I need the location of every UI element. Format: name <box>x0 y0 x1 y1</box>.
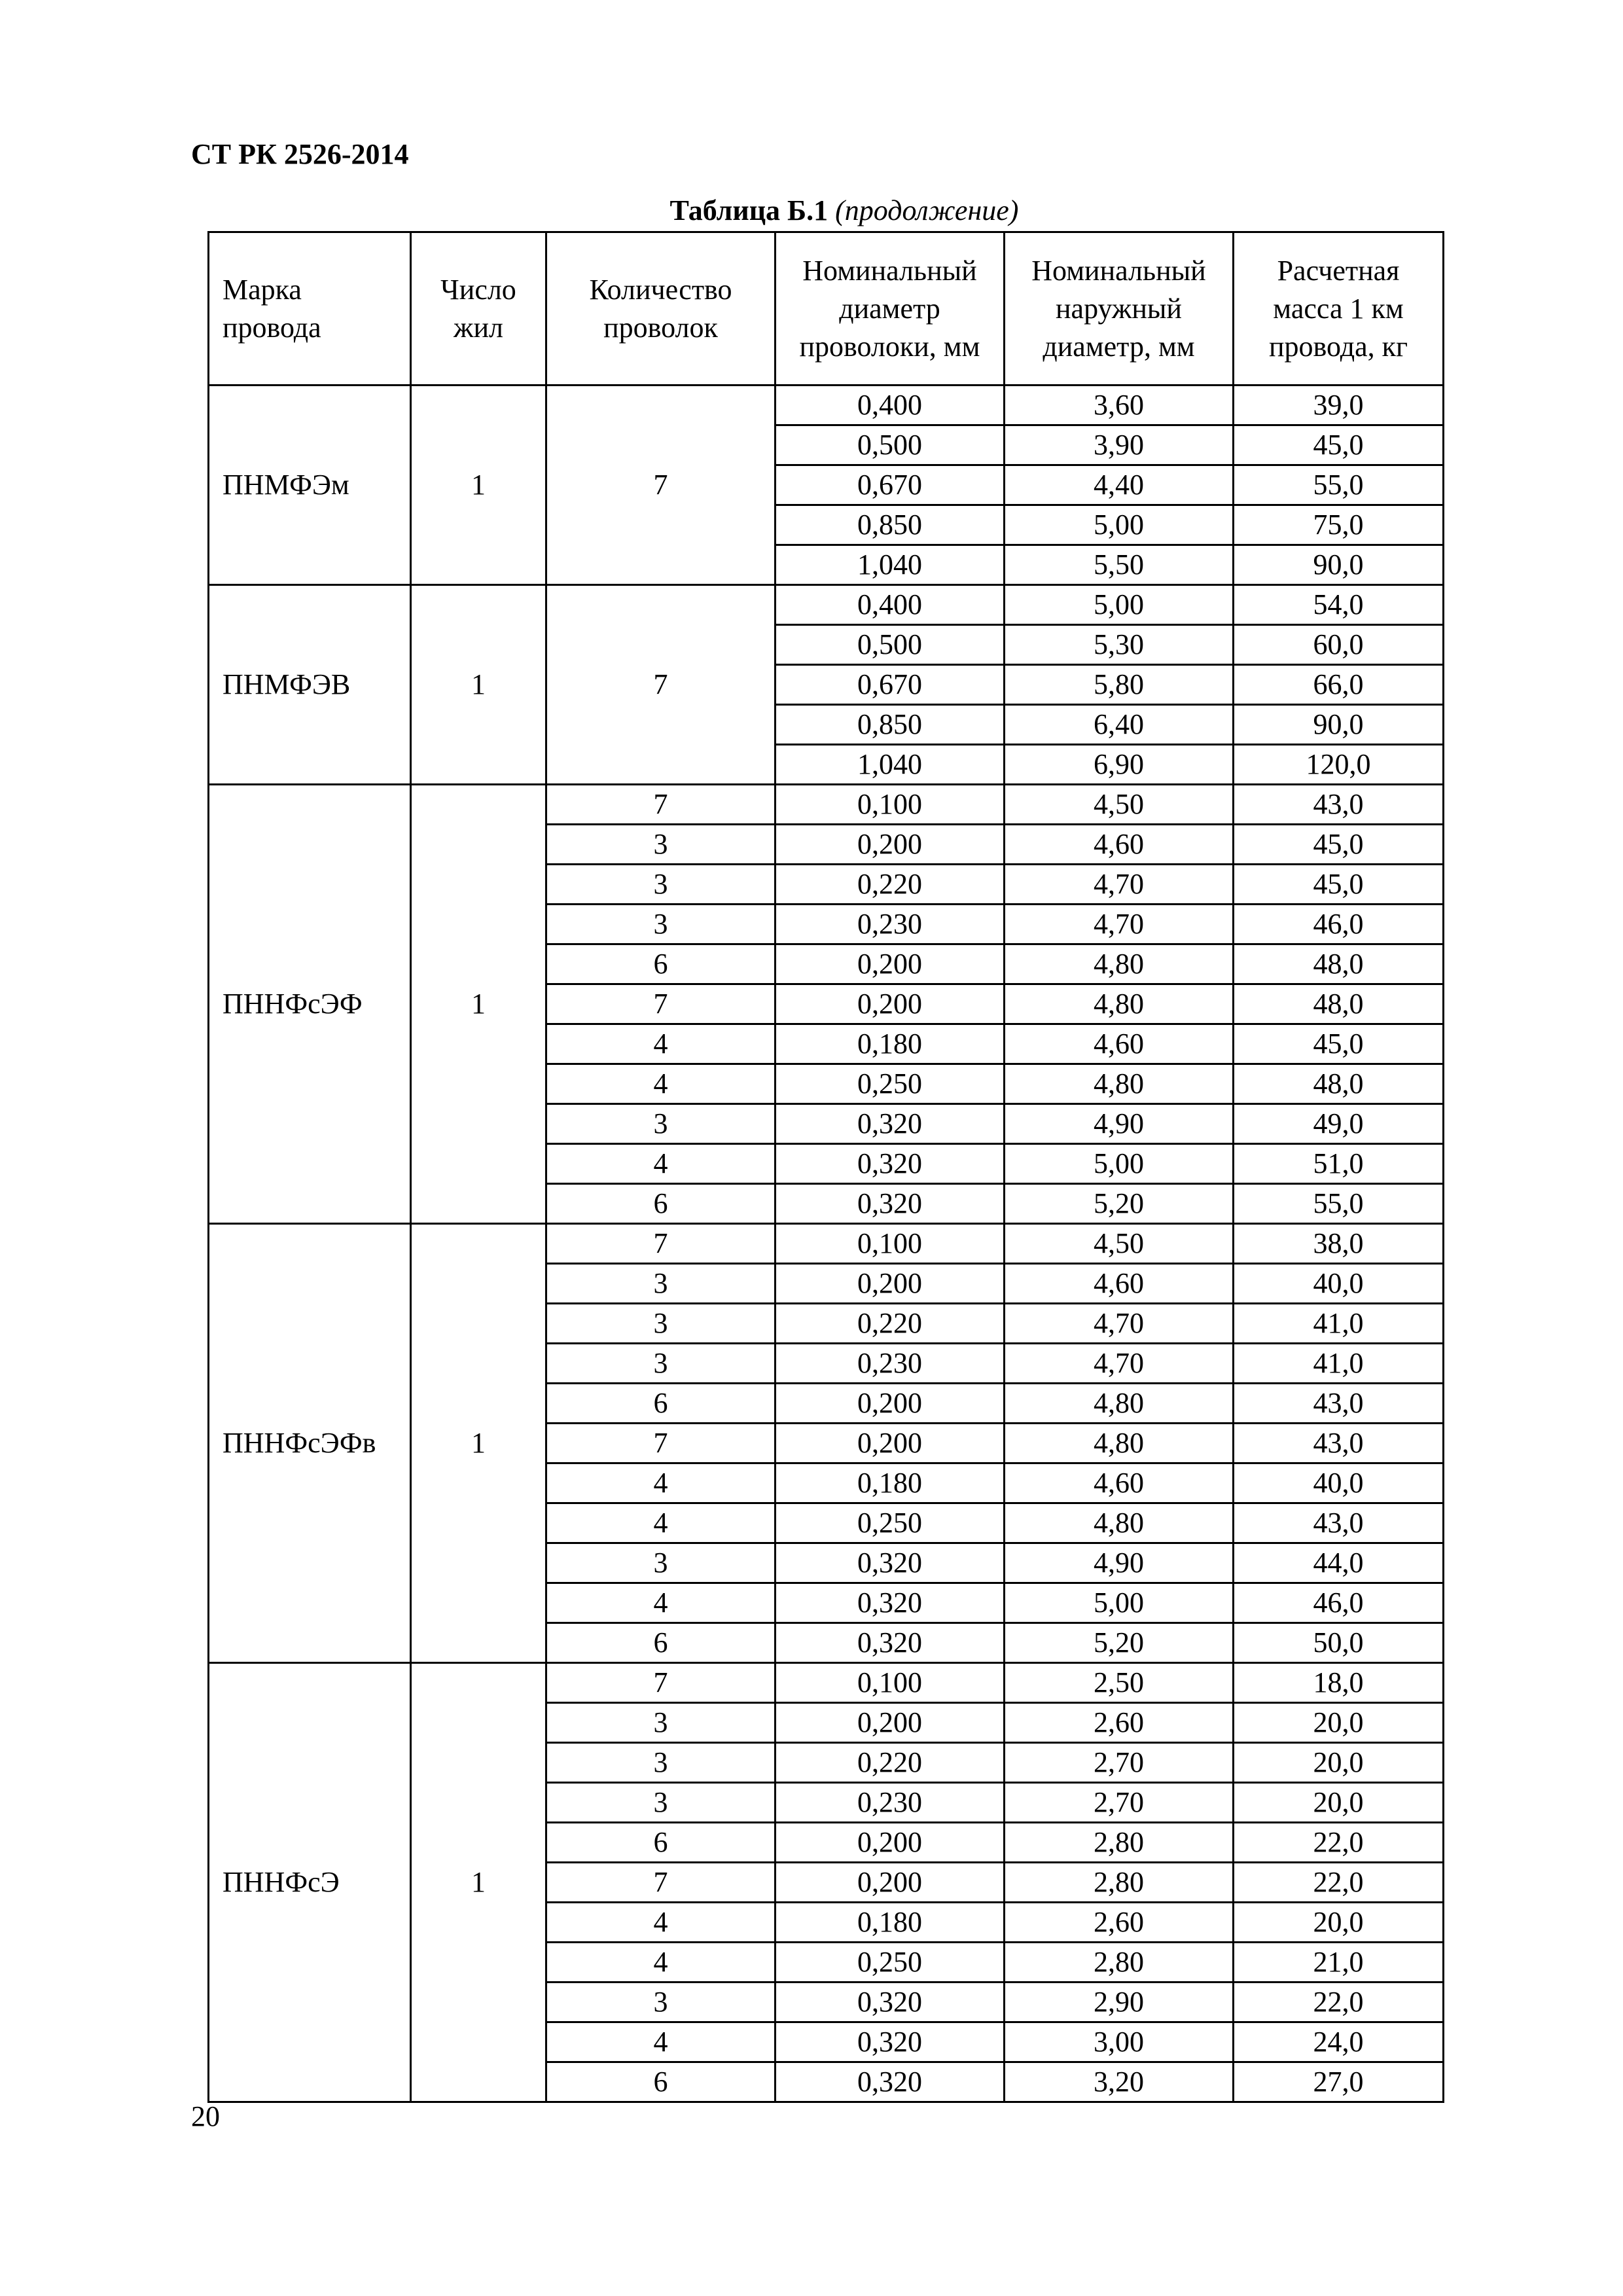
wires-count-cell: 4 <box>546 1503 776 1543</box>
wire-diameter-cell: 0,230 <box>776 1783 1005 1823</box>
wire-diameter-cell: 0,230 <box>776 1344 1005 1384</box>
outer-diameter-cell: 5,00 <box>1005 1583 1234 1623</box>
mass-cell: 45,0 <box>1234 865 1444 905</box>
mass-cell: 20,0 <box>1234 1743 1444 1783</box>
wires-count-cell: 6 <box>546 1623 776 1663</box>
outer-diameter-cell: 4,60 <box>1005 1463 1234 1503</box>
outer-diameter-cell: 2,80 <box>1005 1863 1234 1903</box>
mass-cell: 18,0 <box>1234 1663 1444 1703</box>
wires-count-cell: 4 <box>546 1943 776 1982</box>
wires-count-cell: 3 <box>546 1104 776 1144</box>
mass-cell: 46,0 <box>1234 905 1444 944</box>
col-header-outer-diameter: Номинальный наружный диаметр, мм <box>1005 232 1234 386</box>
outer-diameter-cell: 2,50 <box>1005 1663 1234 1703</box>
outer-diameter-cell: 4,70 <box>1005 865 1234 905</box>
wire-diameter-cell: 0,320 <box>776 1583 1005 1623</box>
wires-count-cell: 3 <box>546 1783 776 1823</box>
wire-diameter-cell: 0,200 <box>776 825 1005 865</box>
cores-cell: 1 <box>411 785 546 1224</box>
outer-diameter-cell: 4,60 <box>1005 825 1234 865</box>
outer-diameter-cell: 3,00 <box>1005 2022 1234 2062</box>
wire-diameter-cell: 0,200 <box>776 1703 1005 1743</box>
wire-diameter-cell: 1,040 <box>776 545 1005 585</box>
wires-count-cell: 3 <box>546 905 776 944</box>
outer-diameter-cell: 4,80 <box>1005 1384 1234 1424</box>
wires-count-cell: 4 <box>546 1024 776 1064</box>
outer-diameter-cell: 4,60 <box>1005 1024 1234 1064</box>
mass-cell: 51,0 <box>1234 1144 1444 1184</box>
mass-cell: 45,0 <box>1234 425 1444 465</box>
wire-diameter-cell: 0,400 <box>776 585 1005 625</box>
wires-count-cell: 7 <box>546 386 776 585</box>
mass-cell: 40,0 <box>1234 1463 1444 1503</box>
wire-diameter-cell: 0,250 <box>776 1943 1005 1982</box>
mass-cell: 21,0 <box>1234 1943 1444 1982</box>
outer-diameter-cell: 6,40 <box>1005 705 1234 745</box>
wires-count-cell: 4 <box>546 1463 776 1503</box>
wire-diameter-cell: 0,200 <box>776 1384 1005 1424</box>
outer-diameter-cell: 2,90 <box>1005 1982 1234 2022</box>
wires-count-cell: 4 <box>546 2022 776 2062</box>
outer-diameter-cell: 5,00 <box>1005 505 1234 545</box>
wire-diameter-cell: 0,320 <box>776 1104 1005 1144</box>
wires-count-cell: 7 <box>546 1224 776 1264</box>
cores-cell: 1 <box>411 1663 546 2102</box>
outer-diameter-cell: 5,50 <box>1005 545 1234 585</box>
wires-count-cell: 4 <box>546 1903 776 1943</box>
wires-count-cell: 7 <box>546 1863 776 1903</box>
mass-cell: 75,0 <box>1234 505 1444 545</box>
table-caption-title: Таблица Б.1 <box>669 194 829 226</box>
wire-specs-table <box>207 231 1444 2103</box>
outer-diameter-cell: 4,80 <box>1005 1064 1234 1104</box>
wires-count-cell: 3 <box>546 1304 776 1344</box>
outer-diameter-cell: 4,70 <box>1005 905 1234 944</box>
outer-diameter-cell: 6,90 <box>1005 745 1234 785</box>
table-row <box>209 585 1444 625</box>
mass-cell: 44,0 <box>1234 1543 1444 1583</box>
mass-cell: 90,0 <box>1234 705 1444 745</box>
mass-cell: 40,0 <box>1234 1264 1444 1304</box>
outer-diameter-cell: 4,80 <box>1005 984 1234 1024</box>
mass-cell: 60,0 <box>1234 625 1444 665</box>
wires-count-cell: 7 <box>546 984 776 1024</box>
page-number: 20 <box>191 2100 220 2132</box>
cores-cell: 1 <box>411 1224 546 1663</box>
outer-diameter-cell: 5,80 <box>1005 665 1234 705</box>
mass-cell: 43,0 <box>1234 1424 1444 1463</box>
outer-diameter-cell: 4,50 <box>1005 785 1234 825</box>
mass-cell: 20,0 <box>1234 1783 1444 1823</box>
wire-diameter-cell: 0,500 <box>776 625 1005 665</box>
table-row <box>209 785 1444 825</box>
mass-cell: 38,0 <box>1234 1224 1444 1264</box>
col-header-cores: Число жил <box>411 232 546 386</box>
wires-count-cell: 3 <box>546 1543 776 1583</box>
mass-cell: 54,0 <box>1234 585 1444 625</box>
mass-cell: 22,0 <box>1234 1823 1444 1863</box>
wire-diameter-cell: 0,250 <box>776 1503 1005 1543</box>
mass-cell: 48,0 <box>1234 1064 1444 1104</box>
wire-brand-cell: ПНМФЭм <box>209 386 411 585</box>
wires-count-cell: 3 <box>546 1982 776 2022</box>
mass-cell: 50,0 <box>1234 1623 1444 1663</box>
wire-diameter-cell: 0,400 <box>776 386 1005 425</box>
wire-diameter-cell: 0,230 <box>776 905 1005 944</box>
mass-cell: 45,0 <box>1234 825 1444 865</box>
wires-count-cell: 4 <box>546 1583 776 1623</box>
wire-diameter-cell: 0,250 <box>776 1064 1005 1104</box>
wires-count-cell: 4 <box>546 1144 776 1184</box>
outer-diameter-cell: 4,80 <box>1005 1503 1234 1543</box>
mass-cell: 22,0 <box>1234 1982 1444 2022</box>
wire-diameter-cell: 0,200 <box>776 1424 1005 1463</box>
table-caption-continuation: (продолжение) <box>835 194 1019 226</box>
mass-cell: 55,0 <box>1234 465 1444 505</box>
mass-cell: 20,0 <box>1234 1703 1444 1743</box>
mass-cell: 39,0 <box>1234 386 1444 425</box>
mass-cell: 22,0 <box>1234 1863 1444 1903</box>
wire-diameter-cell: 0,100 <box>776 785 1005 825</box>
wire-brand-cell: ПННФсЭ <box>209 1663 411 2102</box>
outer-diameter-cell: 3,60 <box>1005 386 1234 425</box>
cores-cell: 1 <box>411 386 546 585</box>
outer-diameter-cell: 2,60 <box>1005 1703 1234 1743</box>
wires-count-cell: 7 <box>546 785 776 825</box>
mass-cell: 90,0 <box>1234 545 1444 585</box>
outer-diameter-cell: 2,80 <box>1005 1823 1234 1863</box>
wire-diameter-cell: 0,320 <box>776 1184 1005 1224</box>
outer-diameter-cell: 5,00 <box>1005 585 1234 625</box>
wire-diameter-cell: 0,200 <box>776 1264 1005 1304</box>
wire-diameter-cell: 0,320 <box>776 1543 1005 1583</box>
wire-diameter-cell: 0,220 <box>776 1304 1005 1344</box>
outer-diameter-cell: 4,90 <box>1005 1543 1234 1583</box>
outer-diameter-cell: 4,50 <box>1005 1224 1234 1264</box>
wires-count-cell: 6 <box>546 1384 776 1424</box>
wires-count-cell: 6 <box>546 2062 776 2102</box>
mass-cell: 41,0 <box>1234 1344 1444 1384</box>
col-header-brand: Марка провода <box>209 232 411 386</box>
wire-brand-cell: ПННФсЭФ <box>209 785 411 1224</box>
table-caption <box>0 194 1623 227</box>
wires-count-cell: 7 <box>546 1663 776 1703</box>
wire-diameter-cell: 0,850 <box>776 705 1005 745</box>
wire-diameter-cell: 0,180 <box>776 1024 1005 1064</box>
wires-count-cell: 3 <box>546 1264 776 1304</box>
mass-cell: 27,0 <box>1234 2062 1444 2102</box>
mass-cell: 49,0 <box>1234 1104 1444 1144</box>
wires-count-cell: 6 <box>546 1823 776 1863</box>
wire-diameter-cell: 0,180 <box>776 1463 1005 1503</box>
mass-cell: 41,0 <box>1234 1304 1444 1344</box>
wires-count-cell: 6 <box>546 944 776 984</box>
outer-diameter-cell: 4,70 <box>1005 1304 1234 1344</box>
mass-cell: 43,0 <box>1234 1384 1444 1424</box>
cores-cell: 1 <box>411 585 546 785</box>
outer-diameter-cell: 5,20 <box>1005 1184 1234 1224</box>
outer-diameter-cell: 2,80 <box>1005 1943 1234 1982</box>
wire-diameter-cell: 0,200 <box>776 984 1005 1024</box>
mass-cell: 20,0 <box>1234 1903 1444 1943</box>
wire-diameter-cell: 0,200 <box>776 944 1005 984</box>
wire-diameter-cell: 0,500 <box>776 425 1005 465</box>
wires-count-cell: 7 <box>546 1424 776 1463</box>
outer-diameter-cell: 4,80 <box>1005 944 1234 984</box>
outer-diameter-cell: 2,70 <box>1005 1783 1234 1823</box>
outer-diameter-cell: 4,40 <box>1005 465 1234 505</box>
mass-cell: 48,0 <box>1234 984 1444 1024</box>
wires-count-cell: 4 <box>546 1064 776 1104</box>
wire-diameter-cell: 0,320 <box>776 2022 1005 2062</box>
outer-diameter-cell: 3,20 <box>1005 2062 1234 2102</box>
mass-cell: 43,0 <box>1234 1503 1444 1543</box>
wire-diameter-cell: 0,220 <box>776 865 1005 905</box>
wire-diameter-cell: 0,100 <box>776 1663 1005 1703</box>
wire-diameter-cell: 0,320 <box>776 1623 1005 1663</box>
wires-count-cell: 3 <box>546 1703 776 1743</box>
outer-diameter-cell: 5,20 <box>1005 1623 1234 1663</box>
col-header-mass: Расчетная масса 1 км провода, кг <box>1234 232 1444 386</box>
wire-diameter-cell: 0,670 <box>776 665 1005 705</box>
outer-diameter-cell: 2,60 <box>1005 1903 1234 1943</box>
wire-brand-cell: ПНМФЭВ <box>209 585 411 785</box>
wire-diameter-cell: 0,670 <box>776 465 1005 505</box>
table-row <box>209 1224 1444 1264</box>
wires-count-cell: 6 <box>546 1184 776 1224</box>
table-body <box>209 386 1444 2102</box>
outer-diameter-cell: 4,70 <box>1005 1344 1234 1384</box>
wire-diameter-cell: 0,200 <box>776 1823 1005 1863</box>
table-row <box>209 386 1444 425</box>
wire-diameter-cell: 0,850 <box>776 505 1005 545</box>
mass-cell: 24,0 <box>1234 2022 1444 2062</box>
table-header-row <box>209 232 1444 386</box>
outer-diameter-cell: 4,90 <box>1005 1104 1234 1144</box>
mass-cell: 43,0 <box>1234 785 1444 825</box>
mass-cell: 48,0 <box>1234 944 1444 984</box>
mass-cell: 66,0 <box>1234 665 1444 705</box>
wires-count-cell: 3 <box>546 1344 776 1384</box>
wires-count-cell: 3 <box>546 865 776 905</box>
outer-diameter-cell: 5,30 <box>1005 625 1234 665</box>
outer-diameter-cell: 3,90 <box>1005 425 1234 465</box>
mass-cell: 46,0 <box>1234 1583 1444 1623</box>
wire-diameter-cell: 0,320 <box>776 1144 1005 1184</box>
table-row <box>209 1663 1444 1703</box>
wire-brand-cell: ПННФсЭФв <box>209 1224 411 1663</box>
outer-diameter-cell: 4,60 <box>1005 1264 1234 1304</box>
outer-diameter-cell: 4,80 <box>1005 1424 1234 1463</box>
outer-diameter-cell: 2,70 <box>1005 1743 1234 1783</box>
wire-diameter-cell: 0,320 <box>776 1982 1005 2022</box>
wires-count-cell: 3 <box>546 825 776 865</box>
wires-count-cell: 3 <box>546 1743 776 1783</box>
mass-cell: 45,0 <box>1234 1024 1444 1064</box>
outer-diameter-cell: 5,00 <box>1005 1144 1234 1184</box>
mass-cell: 55,0 <box>1234 1184 1444 1224</box>
mass-cell: 120,0 <box>1234 745 1444 785</box>
wire-diameter-cell: 0,220 <box>776 1743 1005 1783</box>
col-header-wire-diameter: Номинальный диаметр проволоки, мм <box>776 232 1005 386</box>
wires-count-cell: 7 <box>546 585 776 785</box>
wire-diameter-cell: 0,200 <box>776 1863 1005 1903</box>
wire-diameter-cell: 1,040 <box>776 745 1005 785</box>
wire-diameter-cell: 0,180 <box>776 1903 1005 1943</box>
wire-diameter-cell: 0,100 <box>776 1224 1005 1264</box>
col-header-wires: Количество проволок <box>546 232 776 386</box>
wire-diameter-cell: 0,320 <box>776 2062 1005 2102</box>
document-code: СТ РК 2526-2014 <box>191 138 409 170</box>
